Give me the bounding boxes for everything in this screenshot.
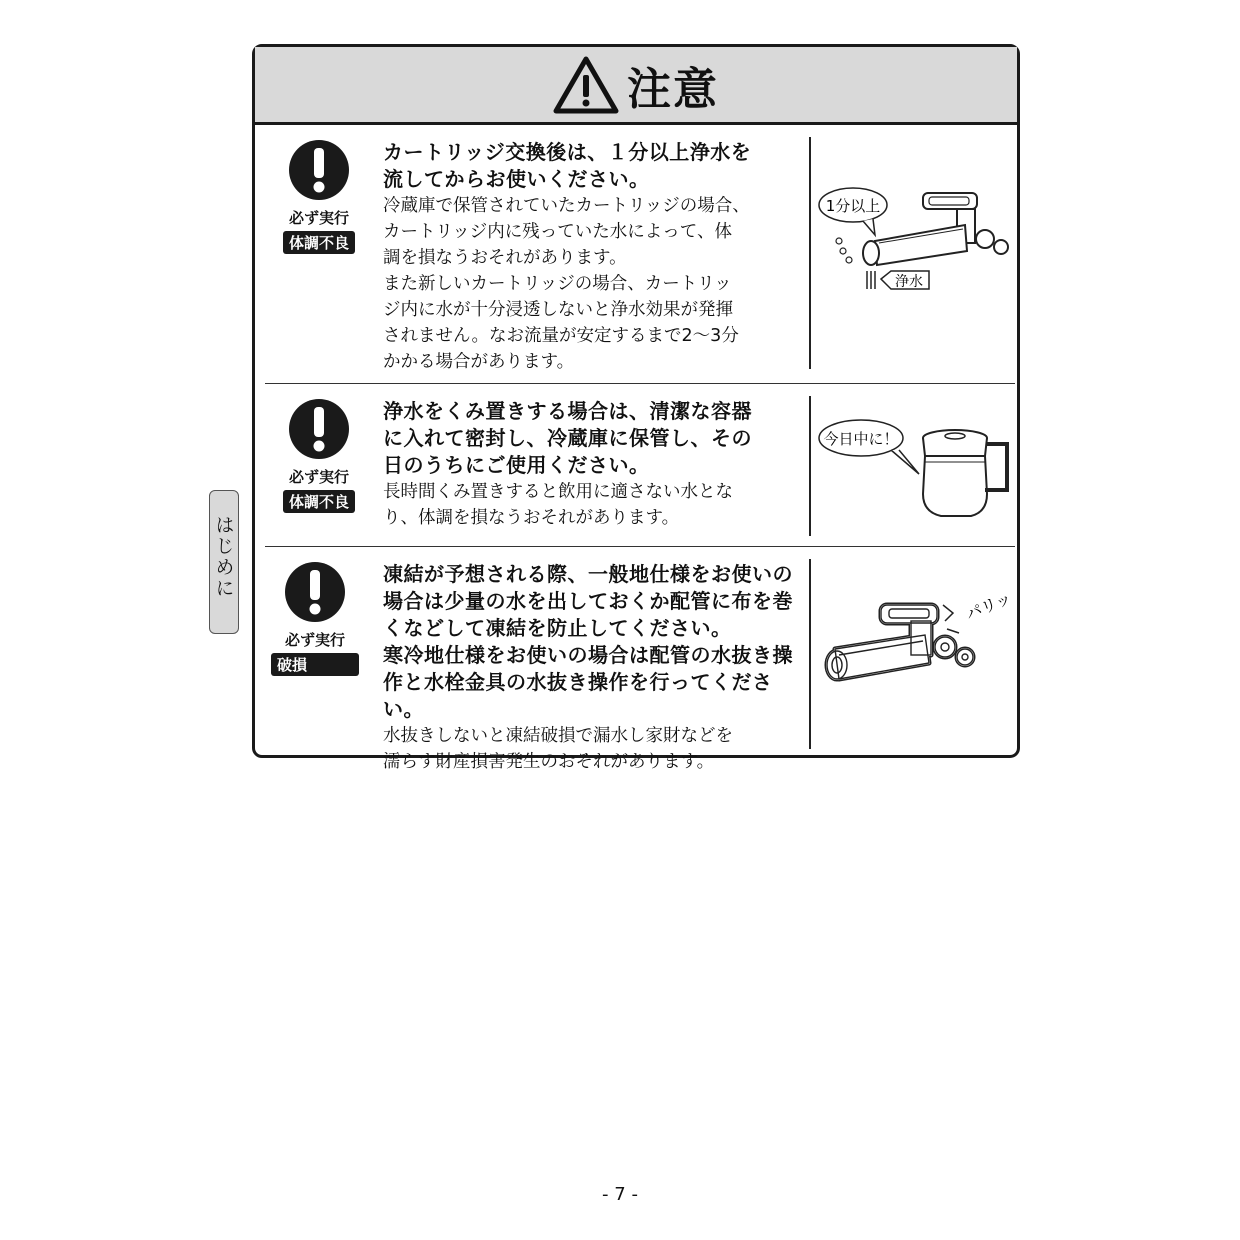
caution-title: 注意	[627, 63, 719, 115]
harm-badge: 体調不良	[283, 231, 355, 254]
exclamation-circle-icon	[288, 398, 350, 460]
faucet-flow-illustration	[815, 185, 1015, 325]
pitcher-illustration	[815, 412, 1015, 524]
body-line: 調を損なうおそれがあります。	[383, 248, 627, 268]
mandatory-symbol	[269, 398, 369, 513]
time-bubble-text: 1分以上	[825, 197, 881, 215]
mandatory-symbol	[269, 139, 369, 254]
item-text	[383, 139, 809, 375]
must-label: 必ず実行	[284, 631, 345, 649]
body-line: また新しいカートリッジの場合、カートリッ	[383, 274, 732, 294]
body-line: 濡らす財産損害発生のおそれがあります。	[383, 752, 715, 772]
harm-badge: 体調不良	[283, 490, 355, 513]
bold-line: 浄水をくみ置きする場合は、清潔な容器	[383, 399, 752, 423]
column-divider	[809, 559, 811, 749]
bold-line: くなどして凍結を防止してください。	[383, 616, 732, 640]
bold-line: 場合は少量の水を出しておくか配管に布を巻	[383, 589, 793, 613]
caution-item-1	[255, 125, 1017, 383]
body-line: カートリッジ内に残っていた水によって、体	[383, 222, 732, 242]
exclamation-circle-icon	[284, 561, 346, 623]
warning-triangle-icon	[553, 55, 619, 115]
body-line: 冷蔵庫で保管されていたカートリッジの場合、	[383, 196, 750, 216]
bold-line: に入れて密封し、冷蔵庫に保管し、その	[383, 426, 752, 450]
caution-item-2	[255, 384, 1017, 546]
bold-line: カートリッジ交換後は、１分以上浄水を	[383, 140, 752, 164]
body-line: り、体調を損なうおそれがあります。	[383, 508, 680, 528]
exclamation-circle-icon	[288, 139, 350, 201]
caution-header	[255, 47, 1017, 125]
body-line: かかる場合があります。	[383, 352, 575, 372]
side-tab	[209, 490, 239, 634]
page-number: - 7 -	[602, 1184, 638, 1205]
bold-line: 凍結が予想される際、一般地仕様をお使いの	[383, 562, 793, 586]
bold-line: 作と水栓金具の水抜き操作を行ってください。	[383, 670, 773, 721]
body-line: されません。なお流量が安定するまで2～3分	[383, 326, 739, 346]
mandatory-symbol	[265, 561, 365, 676]
harm-badge: 破損	[271, 653, 359, 676]
body-line: 水抜きしないと凍結破損で漏水し家財などを	[383, 726, 733, 746]
frozen-faucet-illustration	[815, 577, 1015, 717]
bold-line: 寒冷地仕様をお使いの場合は配管の水抜き操	[383, 643, 793, 667]
side-tab-label: はじめに	[212, 515, 235, 599]
item-text	[383, 561, 809, 775]
crack-sfx-text: パリッ	[963, 588, 1015, 624]
body-line: 長時間くみ置きすると飲用に適さない水とな	[383, 482, 733, 502]
today-bubble-text: 今日中に！	[823, 430, 899, 448]
item-text	[383, 398, 809, 531]
must-label: 必ず実行	[288, 209, 349, 227]
filtered-water-tag: 浄水	[895, 274, 923, 290]
must-label: 必ず実行	[288, 468, 349, 486]
bold-line: 日のうちにご使用ください。	[383, 453, 650, 477]
column-divider	[809, 137, 811, 369]
bold-line: 流してからお使いください。	[383, 167, 650, 191]
caution-box	[252, 44, 1020, 772]
column-divider	[809, 396, 811, 536]
caution-item-3	[255, 547, 1017, 772]
body-line: ジ内に水が十分浸透しないと浄水効果が発揮	[383, 300, 733, 320]
